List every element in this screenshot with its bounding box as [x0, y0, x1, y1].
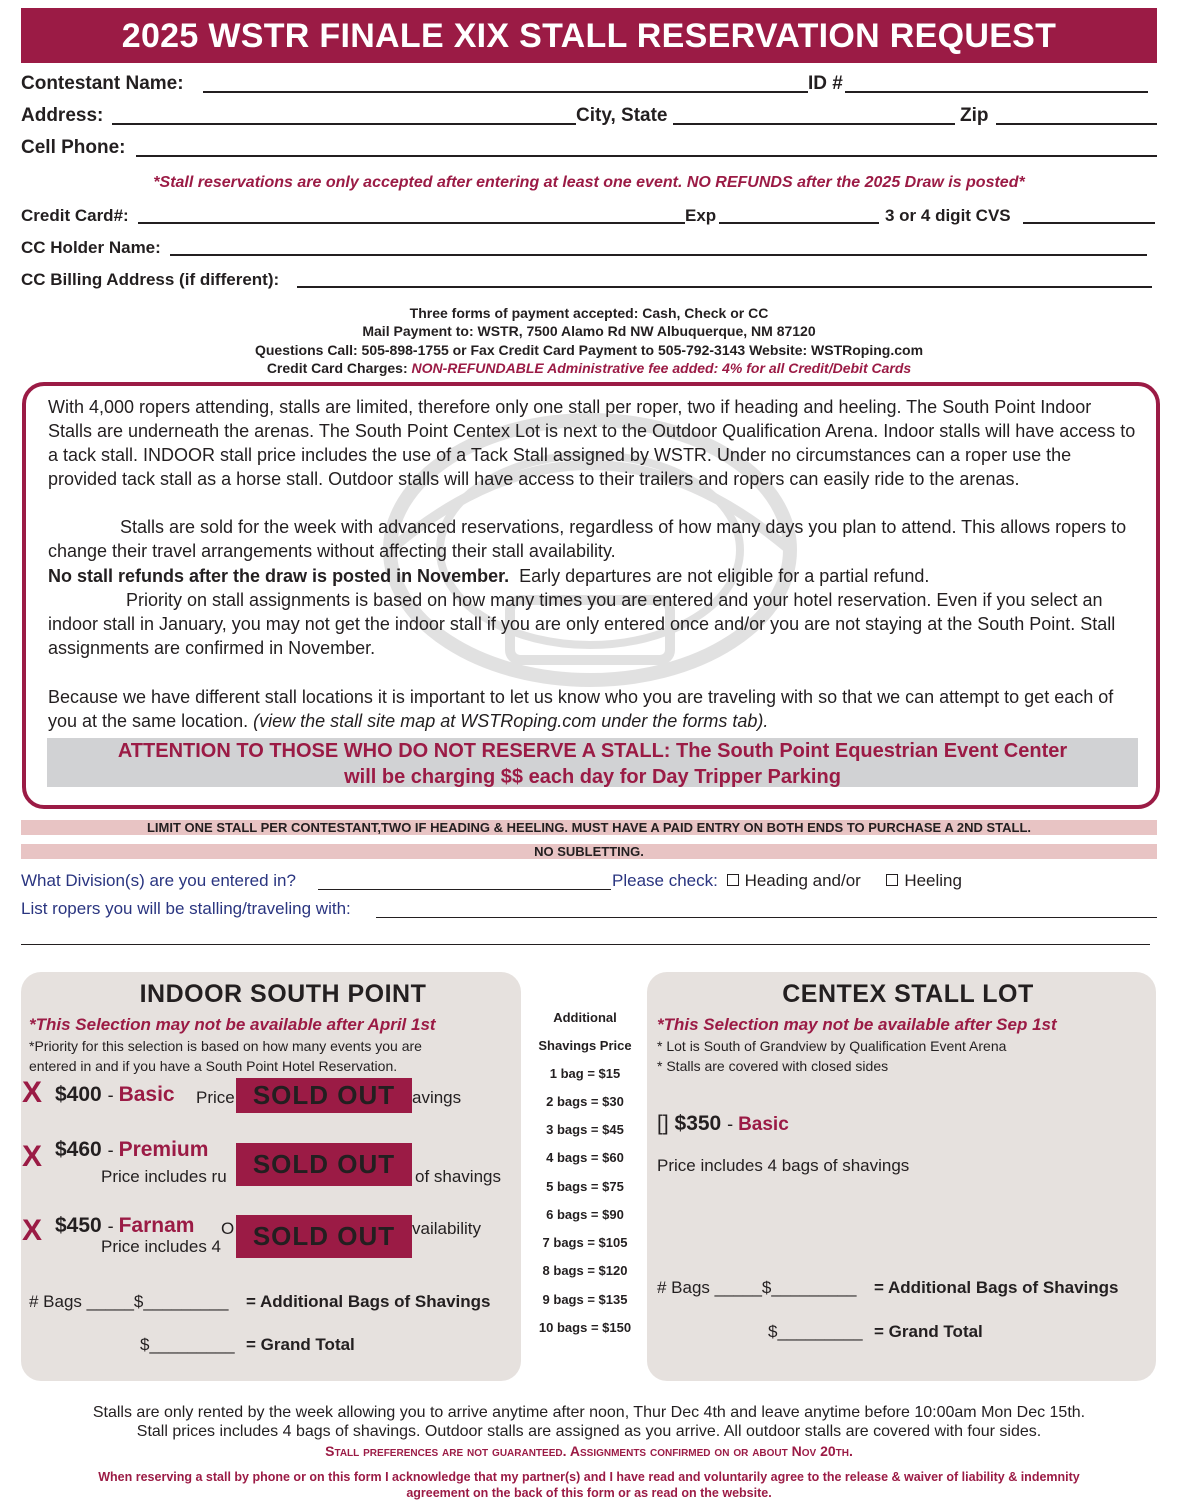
- exp-field[interactable]: [719, 222, 879, 224]
- attention-line-2: will be charging $$ each day for Day Tripper Parking: [344, 766, 841, 788]
- shavings-row: 1 bag = $15: [549, 1066, 621, 1081]
- indoor-basic-option[interactable]: $400 - Basic: [55, 1083, 175, 1106]
- attention-line-1: ATTENTION TO THOSE WHO DO NOT RESERVE A STALL: The South Point Equestrian Event Center: [117, 740, 1068, 762]
- shavings-row: 3 bags = $45: [546, 1122, 624, 1137]
- indoor-priority-2: entered in and if you have a South Point Hotel Reservation.: [29, 1058, 398, 1074]
- farnam-x-mark: X: [22, 1214, 43, 1247]
- shavings-header-1: Additional: [553, 1010, 617, 1025]
- credit-card-field[interactable]: [138, 222, 685, 224]
- centex-bags-input[interactable]: # Bags _____$_________: [657, 1278, 857, 1297]
- indoor-title: INDOOR SOUTH POINT: [139, 980, 427, 1008]
- site-map-note: (view the stall site map at WSTRoping.com under the forms tab).: [253, 711, 769, 731]
- info-paragraph-1: With 4,000 ropers attending, stalls are limited, therefore only one stall per roper, two if heading and heeling. The South Point Indoor Stalls are underneath the arenas. The South Point Centex Lot is next to the Outdoor Qualification Arena. Indoor stalls will have access to a tack stall. INDOOR stall price includes the use of a Tack Stall assigned by WSTR. Under no circumstances can a roper use the provided tack stall as a horse stall. Outdoor stalls will have access to their trailers and ropers can easily ride to the arenas.: [48, 397, 1136, 489]
- ropers-field-2[interactable]: [21, 944, 1150, 945]
- division-field[interactable]: [318, 889, 611, 890]
- indoor-premium-desc-left: Price includes ru: [101, 1167, 227, 1186]
- no-refund-statement: No stall refunds after the draw is posted in November.: [48, 566, 510, 586]
- indoor-priority-1: *Priority for this selection is based on how many events you are: [29, 1038, 422, 1054]
- indoor-farnam-desc-o: O: [221, 1219, 235, 1238]
- footer-waiver-1: When reserving a stall by phone or on this form I acknowledge that my partner(s) and I have read and voluntarily agree to the release & waiver of liability & indemnity: [98, 1470, 1080, 1484]
- shavings-row: 4 bags = $60: [546, 1150, 624, 1165]
- centex-basic-desc: Price includes 4 bags of shavings: [657, 1156, 910, 1175]
- ropers-field[interactable]: [376, 917, 1157, 918]
- heeling-label: Heeling: [904, 871, 962, 890]
- indoor-basic-desc-right: avings: [412, 1088, 462, 1107]
- indoor-farnam-price: $450: [55, 1214, 102, 1237]
- basic-x-mark: X: [22, 1076, 43, 1109]
- contestant-name-field[interactable]: [203, 91, 808, 93]
- centex-total-input[interactable]: $_________: [768, 1322, 863, 1341]
- please-check-label: Please check:: [612, 871, 718, 890]
- footer-waiver-2: agreement on the back of this form or as read on the website.: [406, 1486, 772, 1500]
- cc-fee-text: NON-REFUNDABLE Administrative fee added: 4% for all Credit/Debit Cards: [411, 360, 912, 376]
- indoor-availability: *This Selection may not be available after April 1st: [29, 1015, 436, 1034]
- indoor-premium-name: Premium: [118, 1138, 209, 1161]
- shavings-row: 10 bags = $150: [538, 1320, 632, 1335]
- indoor-basic-price: $400: [55, 1083, 102, 1106]
- info-paragraph-3: [48, 564, 1138, 588]
- division-question: What Division(s) are you entered in?: [21, 871, 296, 890]
- shavings-row: 5 bags = $75: [546, 1179, 624, 1194]
- footer-shavings-note: Stall prices includes 4 bags of shavings. Outdoor stalls are assigned as you arrive. All outdoor stalls are covered with four sides.: [136, 1423, 1042, 1440]
- shavings-row: 6 bags = $90: [546, 1207, 624, 1222]
- city-state-field[interactable]: [673, 123, 955, 125]
- info-paragraph-5: [48, 685, 1138, 733]
- cc-charges-label: Credit Card Charges:: [266, 360, 408, 376]
- city-state-label: City, State: [576, 105, 668, 126]
- centex-title: CENTEX STALL LOT: [782, 980, 1034, 1008]
- footer-preferences: Stall preferences are not guaranteed. Assignments confirmed on or about Nov 20th.: [325, 1443, 853, 1459]
- indoor-bags-input[interactable]: # Bags _____$_________: [29, 1292, 229, 1311]
- id-label: ID #: [808, 73, 843, 94]
- farnam-sold-out-badge: SOLD OUT: [236, 1215, 412, 1258]
- shavings-row: 9 bags = $135: [542, 1292, 628, 1307]
- reservation-notice: *Stall reservations are only accepted after entering at least one event. NO REFUNDS after the 2025 Draw is posted*: [153, 174, 1025, 191]
- centex-basic-checkbox[interactable]: []: [657, 1112, 669, 1135]
- centex-basic-option[interactable]: [] $350 - Basic: [657, 1112, 789, 1135]
- cc-billing-label: CC Billing Address (if different):: [21, 270, 280, 289]
- info-paragraph-4: Priority on stall assignments is based on how many times you are entered and your hotel reservation. Even if you select an indoor stall in January, you may not get the indoor stall if you are only entered once and/or you are not staying at the South Point. Stall assignments are confirmed in November.: [48, 590, 1116, 658]
- please-check-group: [612, 871, 962, 891]
- shavings-row: 2 bags = $30: [546, 1094, 624, 1109]
- cvs-label: 3 or 4 digit CVS: [885, 206, 1011, 225]
- cell-phone-field[interactable]: [136, 155, 1157, 157]
- centex-bags-text: = Additional Bags of Shavings: [874, 1278, 1119, 1297]
- indoor-total-text: = Grand Total: [246, 1335, 355, 1354]
- indoor-total-input[interactable]: $_________: [140, 1335, 235, 1354]
- payment-questions: Questions Call: 505-898-1755 or Fax Credit Card Payment to 505-792-3143 Website: WSTRoping.com: [254, 342, 924, 358]
- info-paragraph-2: Stalls are sold for the week with advanced reservations, regardless of how many days you plan to attend. This allows ropers to change their travel arrangements without affecting their stall availability.: [48, 517, 1127, 561]
- centex-note-2: * Stalls are covered with closed sides: [657, 1058, 889, 1074]
- premium-sold-out-badge: SOLD OUT: [236, 1143, 412, 1186]
- heading-label: Heading and/or: [744, 871, 861, 890]
- heading-checkbox[interactable]: [727, 874, 739, 886]
- cc-billing-field[interactable]: [297, 286, 1152, 288]
- heeling-checkbox[interactable]: [886, 874, 898, 886]
- day-tripper-attention: [47, 738, 1138, 787]
- indoor-premium-desc-right: of shavings: [415, 1167, 501, 1186]
- cc-holder-field[interactable]: [170, 254, 1147, 256]
- footer-rental-dates: Stalls are only rented by the week allowing you to arrive anytime after noon, Thur Dec 4th and leave anytime before 10:00am Mon Dec 15th.: [92, 1404, 1086, 1421]
- centex-availability: *This Selection may not be available after Sep 1st: [657, 1015, 1057, 1034]
- cell-phone-label: Cell Phone:: [21, 137, 126, 158]
- premium-x-mark: X: [22, 1140, 43, 1173]
- credit-card-label: Credit Card#:: [21, 206, 129, 225]
- cvs-field[interactable]: [1023, 222, 1155, 224]
- payment-mail: Mail Payment to: WSTR, 7500 Alamo Rd NW Albuquerque, NM 87120: [362, 323, 816, 339]
- indoor-premium-price: $460: [55, 1138, 102, 1161]
- indoor-farnam-desc-left: Price includes 4: [101, 1237, 222, 1256]
- centex-note-1: * Lot is South of Grandview by Qualification Event Arena: [657, 1038, 1007, 1054]
- indoor-farnam-name: Farnam: [118, 1214, 195, 1237]
- indoor-basic-desc-left: Price: [196, 1088, 235, 1107]
- id-field[interactable]: [845, 91, 1148, 93]
- centex-basic-name: Basic: [738, 1114, 789, 1135]
- payment-cc-charges: [21, 360, 1157, 376]
- zip-field[interactable]: [996, 123, 1157, 125]
- indoor-basic-name: Basic: [118, 1083, 175, 1106]
- centex-basic-price: $350: [674, 1112, 722, 1135]
- cc-holder-label: CC Holder Name:: [21, 238, 161, 257]
- ropers-question: List ropers you will be stalling/traveling with:: [21, 899, 351, 918]
- travel-together-text: Because we have different stall locations it is important to let us know who you are traveling with so that we can attempt to get each of you at the same location.: [48, 687, 1114, 731]
- basic-sold-out-badge: SOLD OUT: [236, 1078, 412, 1113]
- early-departure-text: Early departures are not eligible for a partial refund.: [519, 566, 930, 586]
- indoor-premium-option[interactable]: $460 - Premium: [55, 1138, 209, 1161]
- shavings-row: 7 bags = $105: [542, 1235, 628, 1250]
- no-subletting-notice: NO SUBLETTING.: [21, 844, 1157, 859]
- indoor-farnam-option[interactable]: $450 - Farnam: [55, 1214, 195, 1237]
- form-title: 2025 WSTR FINALE XIX STALL RESERVATION REQUEST: [21, 8, 1157, 63]
- address-field[interactable]: [112, 123, 576, 125]
- exp-label: Exp: [685, 206, 717, 225]
- zip-label: Zip: [960, 105, 989, 126]
- centex-total-text: = Grand Total: [874, 1322, 983, 1341]
- indoor-bags-text: = Additional Bags of Shavings: [246, 1292, 491, 1311]
- payment-forms: Three forms of payment accepted: Cash, Check or CC: [409, 305, 769, 321]
- shavings-row: 8 bags = $120: [542, 1263, 628, 1278]
- limit-notice: LIMIT ONE STALL PER CONTESTANT,TWO IF HEADING & HEELING. MUST HAVE A PAID ENTRY ON BOTH ENDS TO PURCHASE A 2ND STALL.: [21, 820, 1157, 835]
- address-label: Address:: [21, 105, 104, 126]
- indoor-farnam-desc-right: vailability: [412, 1219, 481, 1238]
- shavings-header-2: Shavings Price: [538, 1038, 632, 1053]
- contestant-name-label: Contestant Name:: [21, 73, 184, 94]
